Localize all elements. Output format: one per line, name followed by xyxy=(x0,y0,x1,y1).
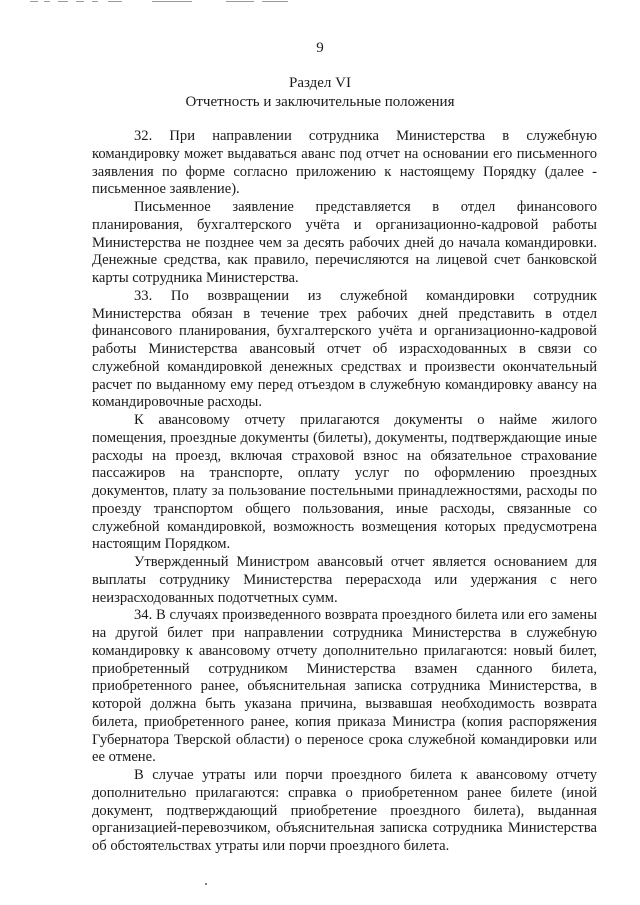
scan-artifact-marks xyxy=(30,0,330,6)
paragraph-33: 33. По возвращении из служебной командировки сотрудник Министерства обязан в течение трех рабочих дней представить в отдел финансового планирования, бухгалтерского учёта и организационно-кадровой работы Министерства авансовый отчет об израсходованных в связи со служебной командировкой денежных средствах и произвести окончательный расчет по выданному ему перед отъездом в служебную командировку авансу на командировочные расходы. xyxy=(92,287,597,411)
paragraph-34: 34. В случаях произведенного возврата проездного билета или его замены на другой билет при направлении сотрудника Министерства в служебную командировку к авансовому отчету дополнительно прилагаются: новый билет, приобретенный сотрудником Министерства взамен сданного билета, приобретенного ранее, объяснительная записка сотрудника Министерства, в которой должна быть указана причина, вызвавшая необходимость возврата билета, приобретенного ранее, копия приказа Министра (копия распоряжения Губернатора Тверской области) о переносе срока служебной командировки или ее отмене. xyxy=(92,607,597,766)
page-number: 9 xyxy=(316,40,324,56)
paragraph-approved-report: Утвержденный Министром авансовый отчет является основанием для выплаты сотруднику Министерства перерасхода или удержания с него неизрасходованных подотчетных сумм. xyxy=(92,554,597,606)
scan-dot-mark xyxy=(205,883,207,885)
paragraph-lost-ticket: В случае утраты или порчи проездного билета к авансовому отчету дополнительно прилагаются: справка о приобретенном ранее билете (иной документ, подтверждающий приобретение проездного билета), выданная организацией-перевозчиком, объяснительная записка сотрудника Министерства об обстоятельствах утраты или порчи проездного билета. xyxy=(92,767,597,854)
document-body xyxy=(92,128,597,856)
section-title: Раздел VI xyxy=(288,75,351,91)
section-subtitle: Отчетность и заключительные положения xyxy=(185,94,455,110)
paragraph-32: 32. При направлении сотрудника Министерства в служебную командировку может выдаваться аванс под отчет на основании его письменного заявления по форме согласно приложению к настоящему Порядку (далее - письменное заявление). xyxy=(92,128,597,198)
paragraph-attached-documents: К авансовому отчету прилагаются документы о найме жилого помещения, проездные документы (билеты), документы, подтверждающие иные расходы на проезд, включая страховой взнос на обязательное страхование пассажиров на транспорте, оплату услуг по оформлению проездных документов, плату за пользование постельными принадлежностями, расходы по проезду транспортом общего пользования, иные расходы, связанные со служебной командировкой, возможность возмещения которых предусмотрена настоящим Порядком. xyxy=(92,412,597,553)
paragraph-written-application: Письменное заявление представляется в отдел финансового планирования, бухгалтерского учёта и организационно-кадровой работы Министерства не позднее чем за десять рабочих дней до начала командировки. Денежные средства, как правило, перечисляются на лицевой счет банковской карты сотрудника Министерства. xyxy=(92,199,597,286)
